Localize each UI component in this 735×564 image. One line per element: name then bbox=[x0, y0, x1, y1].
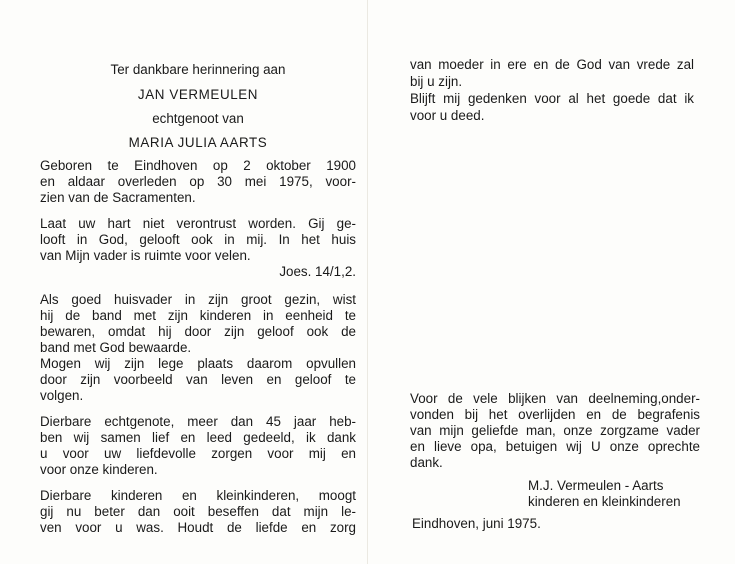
paragraph-line: Als goed huisvader in zijn groot gezin, wist bbox=[40, 292, 356, 307]
paragraph-line: gij nu beter dan ooit beseffen dat mijn le- bbox=[40, 504, 356, 519]
thanks-line: dank. bbox=[410, 455, 443, 470]
thanks-line: van mijn geliefde man, onze zorgzame vader bbox=[410, 423, 700, 438]
paragraph-line: u voor uw liefdevolle zorgen voor mij en bbox=[40, 446, 356, 461]
signature-name: M.J. Vermeulen - Aarts bbox=[528, 478, 664, 493]
paragraph-line: voor onze kinderen. bbox=[40, 462, 158, 477]
paragraph-line: band met God bewaarde. bbox=[40, 340, 192, 355]
verse-reference: Joes. 14/1,2. bbox=[279, 264, 356, 279]
paragraph-line: door zijn voorbeeld van leven en geloof te bbox=[40, 372, 356, 387]
verse-line: looft in God, gelooft ook in mij. In het huis bbox=[40, 232, 356, 247]
place-date: Eindhoven, juni 1975. bbox=[412, 516, 541, 531]
continuation-line: van moeder in ere en de God van vrede zal bbox=[410, 57, 694, 72]
thanks-line: en lieve opa, betuigen wij U onze oprechte bbox=[410, 439, 700, 454]
relation-line: echtgenoot van bbox=[152, 111, 244, 126]
deceased-name: JAN VERMEULEN bbox=[137, 87, 259, 102]
paragraph-line: volgen. bbox=[40, 388, 84, 403]
paragraph-line: Dierbare echtgenote, meer dan 45 jaar heb- bbox=[40, 414, 356, 429]
thanks-line: vonden bij het overlijden en de begrafenis bbox=[410, 407, 700, 422]
bio-line: zien van de Sacramenten. bbox=[40, 190, 196, 205]
paragraph-line: Mogen wij zijn lege plaats daarom opvullen bbox=[40, 356, 356, 371]
verse-line: van Mijn vader is ruimte voor velen. bbox=[40, 248, 251, 263]
thanks-line: Voor de vele blijken van deelneming,onder- bbox=[410, 391, 700, 406]
paragraph-line: hij de band met zijn kinderen in eenheid te bbox=[40, 308, 356, 323]
spouse-name: MARIA JULIA AARTS bbox=[128, 135, 268, 150]
paragraph-line: ben wij samen lief en leed gedeeld, ik dank bbox=[40, 430, 356, 445]
verse-line: Laat uw hart niet verontrust worden. Gij ge- bbox=[40, 216, 356, 231]
paragraph-line: ven voor u was. Houdt de liefde en zorg bbox=[40, 520, 356, 535]
continuation-line: bij u zijn. bbox=[410, 74, 463, 89]
signature-family: kinderen en kleinkinderen bbox=[528, 494, 681, 509]
bio-line: Geboren te Eindhoven op 2 oktober 1900 bbox=[40, 158, 356, 173]
center-fold bbox=[367, 0, 368, 564]
intro-line: Ter dankbare herinnering aan bbox=[110, 62, 286, 77]
paragraph-line: Dierbare kinderen en kleinkinderen, moogt bbox=[40, 488, 356, 503]
bio-line: en aldaar overleden op 30 mei 1975, voor- bbox=[40, 174, 356, 189]
paragraph-line: bewaren, omdat hij door zijn geloof ook de bbox=[40, 324, 356, 339]
continuation-line: Blijft mij gedenken voor al het goede dat ik bbox=[410, 91, 694, 106]
continuation-line: voor u deed. bbox=[410, 108, 485, 123]
